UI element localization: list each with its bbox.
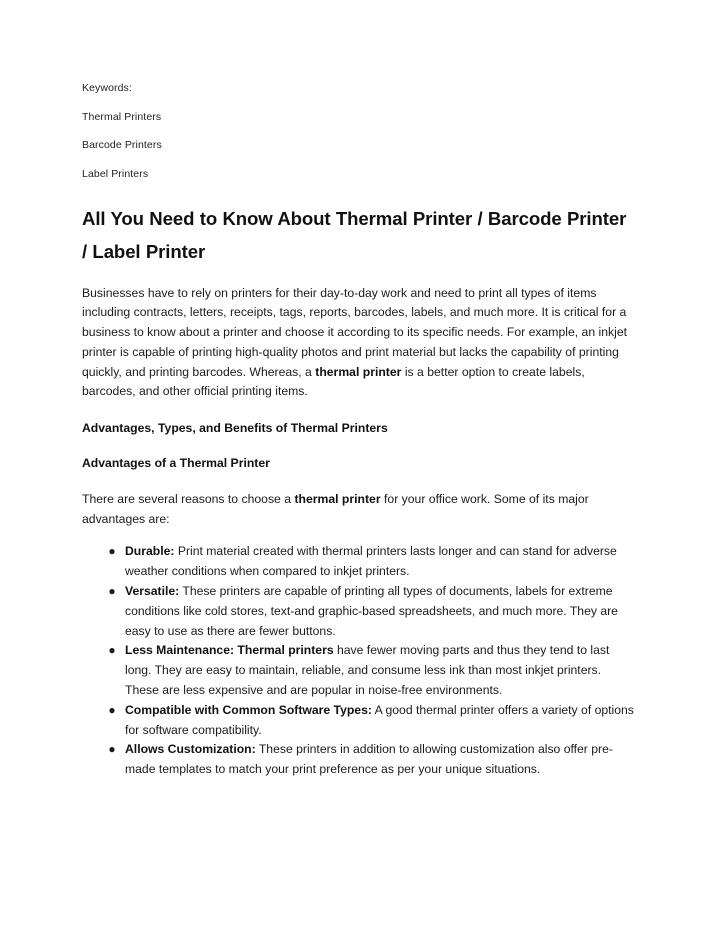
keywords-heading: Keywords:: [82, 82, 132, 94]
bullet-icon: ●: [108, 544, 116, 559]
intro-text-part1: Businesses have to rely on printers for their day-to-day work and need to print all types of items including contracts, letters, receipts, tags, reports, barcodes, labels, and much more. It is critical for a business to know about a printer and choose it according to its specific needs. For example, an inkjet printer is capable of printing high-quality photos and print material but lacks the capability of printing quickly, and printing barcodes. Whereas, a: [82, 285, 628, 379]
list-item: [82, 582, 636, 641]
page-title: All You Need to Know About Thermal Printer / Barcode Printer / Label Printer: [82, 207, 627, 262]
bullet-icon: ●: [108, 742, 116, 757]
keyword-item-barcode-printers: Barcode Printers: [82, 139, 162, 151]
bullet-icon: ●: [108, 643, 116, 658]
list-item-text: These printers are capable of printing all types of documents, labels for extreme conditions like cold stores, text-and graphic-based spreadsheets, and much more. They are easy to use as there are fewer buttons.: [125, 584, 618, 638]
list-item-lead: Allows Customization:: [125, 742, 256, 757]
list-intro-part1: There are several reasons to choose a: [82, 491, 295, 506]
list-item: [82, 641, 636, 700]
advantages-list: [82, 542, 636, 780]
keyword-item-label-printers: Label Printers: [82, 167, 149, 180]
list-item: [82, 542, 636, 582]
list-item-text: have fewer moving parts and thus they tend to last long. They are easy to maintain, reliable, and consume less ink than most inkjet printers. These are less expensive and are popular in noise-free environments.: [125, 643, 610, 698]
intro-paragraph: [82, 284, 636, 403]
list-item-lead: Versatile:: [125, 584, 180, 599]
document-content: [82, 82, 636, 780]
section-heading-advantages-types-benefits: Advantages, Types, and Benefits of Thermal Printers: [82, 421, 388, 436]
list-item-text: A good thermal printer offers a variety of options for software compatibility.: [125, 702, 634, 737]
bullet-icon: ●: [108, 702, 116, 717]
list-intro-paragraph: [82, 490, 636, 530]
keyword-item-thermal-printers: Thermal Printers: [82, 110, 162, 123]
list-item-text: These printers in addition to allowing customization also offer pre-made templates to match your print preference as per your unique situations.: [125, 742, 613, 777]
list-item-lead: Compatible with Common Software Types:: [125, 702, 372, 717]
bullet-icon: ●: [108, 584, 116, 599]
intro-bold-term: thermal printer: [315, 364, 402, 379]
list-item-text: Print material created with thermal printers lasts longer and can stand for adverse weather conditions when compared to inkjet printers.: [125, 544, 617, 579]
list-item-lead: Durable:: [125, 544, 175, 559]
list-intro-part2: for your office work. Some of its major advantages are:: [82, 491, 589, 526]
list-item-lead: Less Maintenance: Thermal printers: [125, 643, 334, 658]
intro-text-part2: is a better option to create labels, barcodes, and other official printing items.: [82, 364, 585, 399]
list-intro-bold-term: thermal printer: [294, 491, 381, 506]
list-item: [82, 701, 636, 741]
list-item: [82, 740, 636, 780]
subsection-heading-advantages: Advantages of a Thermal Printer: [82, 456, 270, 471]
